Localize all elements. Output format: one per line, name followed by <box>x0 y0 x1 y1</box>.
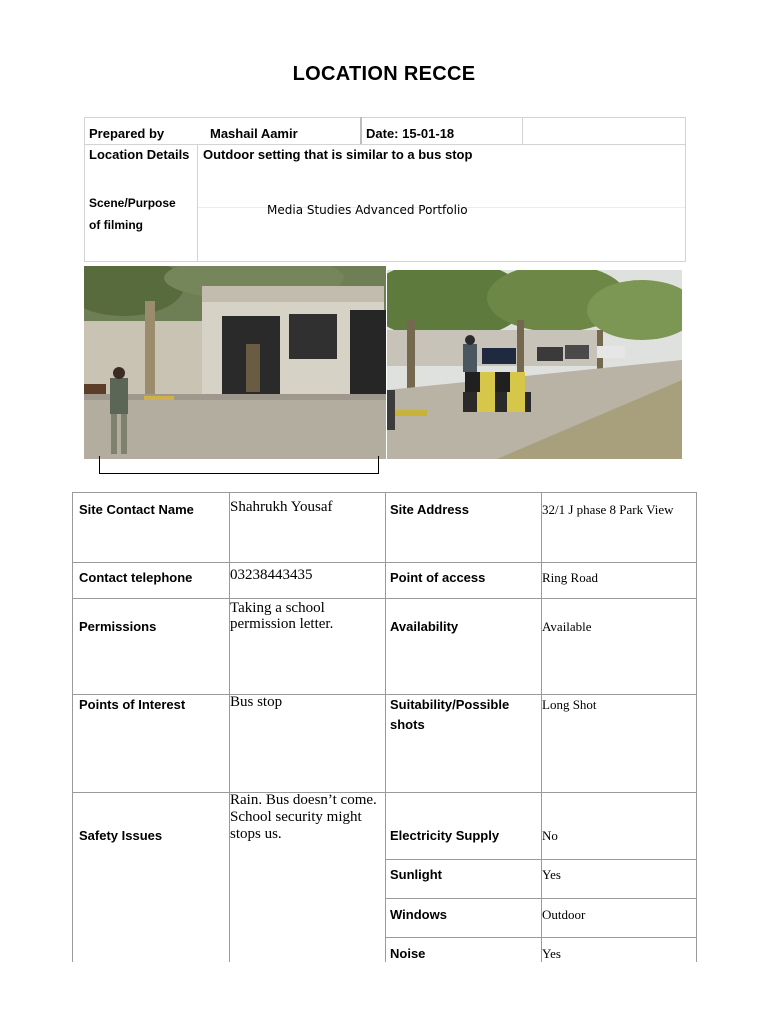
scene-purpose-label-cont: of filming <box>89 218 143 232</box>
point-of-access-value: Ring Road <box>542 570 598 585</box>
electricity-supply-label: Electricity Supply <box>390 828 500 843</box>
safety-issues-label: Safety Issues <box>79 828 163 843</box>
table-border <box>685 117 686 262</box>
sunlight-label: Sunlight <box>390 867 442 882</box>
table-border <box>385 898 697 899</box>
electricity-supply-value: No <box>542 828 558 843</box>
location-photo-gate <box>84 266 386 459</box>
site-address-value: 32/1 J phase 8 Park View <box>542 502 674 517</box>
header-info-table <box>84 117 686 262</box>
table-border <box>72 562 697 563</box>
noise-value: Yes <box>542 946 561 961</box>
permissions-value: Taking a school <box>230 600 325 616</box>
site-contact-name-value: Shahrukh Yousaf <box>230 499 333 515</box>
table-border <box>72 492 697 493</box>
safety-issues-value: Rain. Bus doesn’t come. <box>230 792 377 808</box>
photo-caption-box <box>99 456 379 474</box>
table-border <box>84 117 686 118</box>
table-border <box>385 859 697 860</box>
permissions-label: Permissions <box>79 619 157 634</box>
suitability-label: Suitability/Possible <box>390 697 510 712</box>
windows-value: Outdoor <box>542 907 586 922</box>
table-border <box>72 598 697 599</box>
contact-telephone-label: Contact telephone <box>79 570 193 585</box>
table-border <box>72 792 697 793</box>
contact-telephone-value: 03238443435 <box>230 567 313 583</box>
points-of-interest-value: Bus stop <box>230 694 283 710</box>
table-border <box>84 261 686 262</box>
location-photo-road <box>387 270 682 459</box>
table-border <box>385 937 697 938</box>
site-contact-name-label: Site Contact Name <box>79 502 194 517</box>
availability-value: Available <box>542 619 592 634</box>
table-border <box>522 117 523 144</box>
prepared-by-value: Mashail Aamir <box>210 126 298 141</box>
safety-issues-value-cont2: stops us. <box>230 826 282 842</box>
safety-issues-value-cont: School security might <box>230 809 362 825</box>
details-table <box>72 492 697 962</box>
availability-label: Availability <box>390 619 459 634</box>
prepared-by-label: Prepared by <box>89 126 165 141</box>
location-details-label: Location Details <box>89 147 190 162</box>
table-border <box>360 117 362 144</box>
points-of-interest-label: Points of Interest <box>79 697 186 712</box>
noise-label: Noise <box>390 946 426 961</box>
table-border <box>84 144 686 145</box>
point-of-access-label: Point of access <box>390 570 486 585</box>
scene-purpose-value: Media Studies Advanced Portfolio <box>267 203 468 217</box>
table-border <box>84 117 85 262</box>
site-address-label: Site Address <box>390 502 469 517</box>
page-title: LOCATION RECCE <box>292 63 476 85</box>
scene-purpose-label: Scene/Purpose <box>89 196 176 210</box>
windows-label: Windows <box>390 907 447 922</box>
sunlight-value: Yes <box>542 867 561 882</box>
suitability-value: Long Shot <box>542 697 597 712</box>
table-border <box>72 694 697 695</box>
location-details-value: Outdoor setting that is similar to a bus stop <box>203 147 473 162</box>
date: Date: 15-01-18 <box>366 126 455 141</box>
permissions-value-cont: permission letter. <box>230 616 334 632</box>
suitability-label-cont: shots <box>390 717 425 732</box>
table-border <box>197 144 198 262</box>
